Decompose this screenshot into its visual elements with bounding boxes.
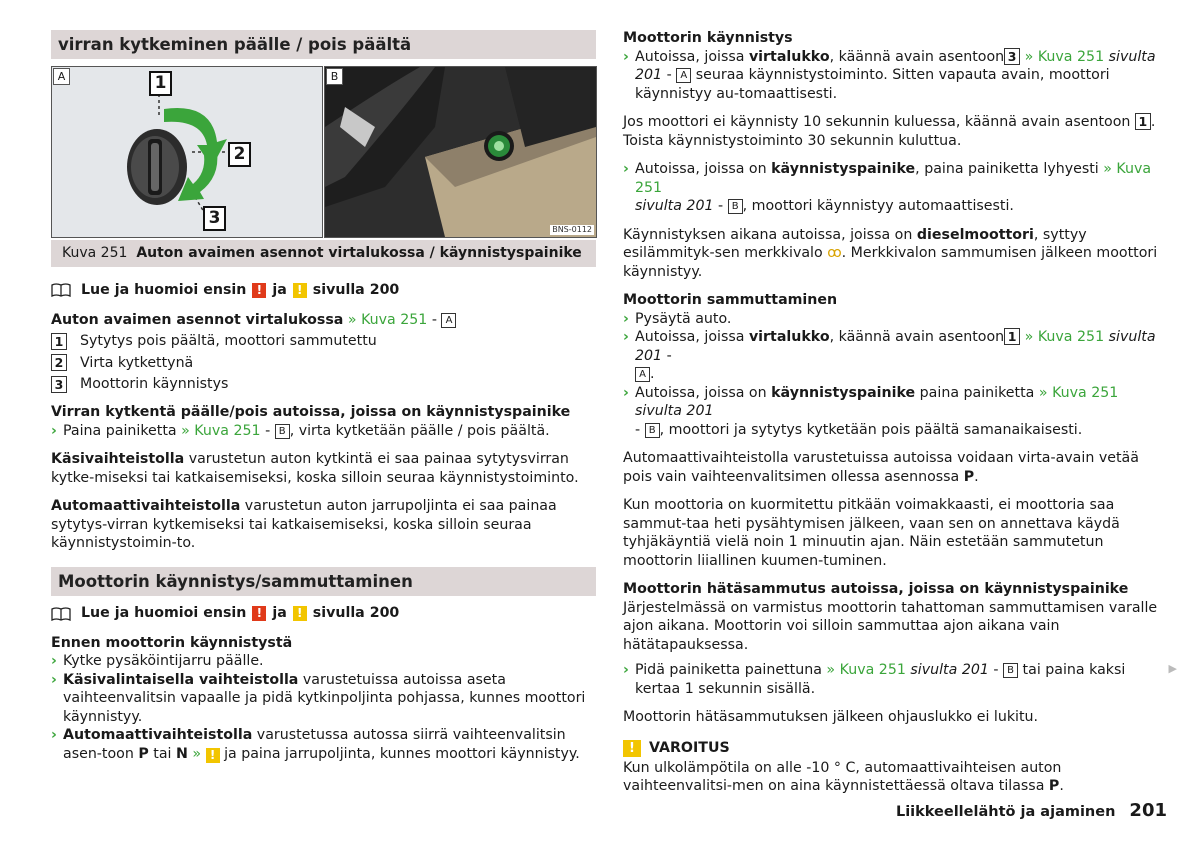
positions-list	[51, 331, 596, 396]
item-text: , käännä avain asentoon	[829, 329, 1005, 345]
button-section-title: Virran kytkentä päälle/pois autoissa, joissa on käynnistyspainike	[51, 404, 571, 420]
position-number: 3	[51, 376, 67, 393]
emergency-after-paragraph: Moottorin hätäsammutuksen jälkeen ohjauslukko ei lukitu.	[623, 709, 1039, 725]
position-text: Moottorin käynnistys	[80, 376, 229, 392]
read-first-line	[51, 603, 596, 625]
figure-reference-link[interactable]: » Kuva 251	[347, 312, 428, 328]
diesel-paragraph	[623, 226, 1168, 282]
read-first-and: ja	[272, 281, 287, 298]
paragraph-text: Käynnistyksen aikana autoissa, joissa on	[623, 226, 917, 243]
bold-term: käynnistyspainike	[771, 161, 916, 177]
auto-paragraph	[51, 497, 596, 553]
warning-yellow-icon: !	[293, 606, 307, 621]
list-item: › Kytke pysäköintijarru päälle.	[51, 653, 264, 669]
paragraph-text: Automaattivaihteistolla varustetuissa autoissa voidaan virta-avain vetää pois vain vaihteenvalitsimen ollessa asennossa	[623, 450, 1139, 485]
position-text: Sytytys pois päältä, moottori sammutettu	[80, 333, 377, 349]
item-text: , paina painiketta lyhyesti	[915, 161, 1104, 177]
page-reference: sivulta 201	[910, 662, 989, 678]
figure-part-box: A	[676, 68, 691, 83]
bold-term: Käsivaihteistolla	[51, 451, 185, 467]
figure-label-b: B	[326, 68, 343, 85]
callout-3: 3	[203, 206, 226, 231]
list-item: › Autoissa, joissa virtalukko, käännä avain asentoon 1 » Kuva 251 sivulta 201 - A .	[623, 329, 1156, 382]
item-text: seuraa käynnistystoiminto. Sitten vapauta avain, moottori käynnistyy au-tomaattisesti.	[635, 67, 1110, 102]
paragraph-text: .	[1059, 778, 1064, 794]
position-number: 2	[51, 354, 67, 371]
paragraph-text: . Merkkivalon sammumisen jälkeen moottori käynnistyy.	[623, 245, 1158, 280]
list-item: › Autoissa, joissa virtalukko, käännä avain asentoon 3 » Kuva 251 sivulta 201 - A seuraa käynnistystoiminto. Sitten vapauta avain, moottori käynnistyy au-tomaattisesti.	[623, 48, 1156, 102]
paragraph-text: varustetun auton kytkintä ei saa painaa sytytysvirran kytke-miseksi tai katkaisemiseksi, koska silloin seuraa käynnistystoiminto.	[51, 451, 579, 486]
item-text: Pidä painiketta painettuna	[635, 662, 827, 678]
item-text: Kytke pysäköintijarru päälle.	[63, 653, 264, 669]
position-number: 1	[1004, 328, 1020, 345]
position-number: 3	[1004, 48, 1020, 65]
gear-n: N	[175, 745, 188, 762]
item-text: , moottori käynnistyy automaattisesti.	[742, 198, 1014, 214]
item-text: paina painiketta	[915, 384, 1039, 401]
list-item: › Automaattivaihteistolla varustetussa autossa siirrä vaihteenvalitsin asen-toon P tai N » ! ja paina jarrupoljinta, kunnes moottori käynnistyy.	[51, 727, 580, 762]
warning-red-icon: !	[252, 606, 266, 621]
item-text: varustetussa autossa siirrä vaihteenvalitsin asen-toon	[63, 727, 566, 762]
emergency-title: Moottorin hätäsammutus autoissa, joissa on käynnistyspainike	[623, 581, 1129, 597]
bold-term: käynnistyspainike	[771, 384, 916, 401]
dash: -	[988, 662, 1004, 678]
gear-p: P	[963, 468, 975, 485]
page-reference: sivulta 201	[635, 48, 1156, 83]
figure-reference-link[interactable]: » Kuva 251	[1038, 384, 1119, 401]
bold-term: Automaattivaihteistolla	[51, 498, 241, 514]
list-item: › Autoissa, joissa on käynnistyspainike, paina painiketta lyhyesti » Kuva 251 sivulta 201 - B , moottori käynnistyy automaattisesti.	[623, 161, 1152, 214]
item-text: varustetuissa autoissa aseta vaihteenvalitsin vapaalle ja pidä kytkinpoljinta pohjassa, kunnes moottori käynnistyy.	[63, 671, 586, 725]
warning-paragraph	[623, 759, 1168, 796]
item-text: Autoissa, joissa	[635, 48, 749, 65]
page-footer	[896, 802, 1167, 822]
positions-title	[51, 311, 596, 330]
figure-part-box: A	[441, 313, 456, 328]
position-text: Virta kytkettynä	[80, 354, 194, 371]
bold-term: Käsivalintaisella vaihteistolla	[63, 671, 299, 688]
page-reference: sivulta 201	[635, 198, 714, 214]
footer-section-title: Liikkeellelähtö ja ajaminen	[895, 804, 1116, 820]
list-item: › Käsivalintaisella vaihteistolla varustetuissa autoissa aseta vaihteenvalitsin vapaalle ja pidä kytkinpoljinta pohjassa, kunnes moottori käynnistyy.	[51, 671, 586, 725]
dash: -	[713, 198, 728, 214]
bold-term: Automaattivaihteistolla	[63, 727, 253, 743]
read-first-and: ja	[272, 605, 287, 622]
item-text: Pysäytä auto.	[635, 310, 732, 327]
item-text: , virta kytketään päälle / pois päältä.	[289, 422, 550, 439]
figure-reference-link[interactable]: » Kuva 251	[826, 662, 911, 678]
left-column	[51, 30, 596, 763]
figure-label-a: A	[53, 68, 70, 85]
paragraph-text: , syttyy esilämmityk-sen merkkivalo	[623, 226, 1087, 261]
read-first-page: sivulla 200	[312, 605, 400, 622]
caption-prefix: Kuva 251	[62, 245, 128, 261]
dash: -	[260, 422, 275, 439]
item-text: ja paina jarrupoljinta, kunnes moottori käynnistyy.	[219, 745, 580, 762]
figure-part-box: B	[645, 423, 660, 438]
figure-caption	[51, 240, 596, 267]
bold-term: virtalukko	[748, 329, 830, 345]
paragraph-text: Jos moottori ei käynnisty 10 sekunnin kuluessa, käännä avain asentoon	[623, 114, 1135, 130]
paragraph-text: .	[974, 468, 979, 485]
list-item: › Pysäytä auto.	[623, 310, 732, 327]
figure-code: BNS-0112	[552, 225, 592, 234]
bold-term: dieselmoottori	[916, 226, 1034, 243]
figure-reference-link[interactable]: » Kuva 251	[181, 422, 261, 439]
right-column	[623, 29, 1168, 796]
list-item: › Paina painiketta » Kuva 251 - B , virta kytketään päälle / pois päältä.	[51, 422, 550, 439]
dashboard-illustration	[325, 67, 596, 237]
read-first-text: Lue ja huomioi ensin	[81, 605, 247, 622]
paragraph-text: . Toista käynnistystoiminto 30 sekunnin kuluttua.	[623, 114, 1156, 149]
figure-part-box: B	[728, 199, 743, 214]
figure-part-box: B	[275, 424, 290, 439]
list-item: › Pidä painiketta painettuna » Kuva 251 sivulta 201 - B tai paina kaksi kertaa 1 sekunnin sisällä.	[623, 662, 1126, 697]
position-number: 1	[51, 333, 67, 350]
position-number: 1	[1135, 113, 1151, 130]
item-text: Paina painiketta	[63, 422, 182, 439]
figure-start-button	[324, 66, 597, 238]
auto-key-paragraph	[623, 449, 1168, 486]
figure-reference-link[interactable]: » Kuva 251	[1020, 329, 1109, 345]
item-text: , käännä avain asentoon	[829, 48, 1005, 65]
warning-red-icon: !	[252, 283, 266, 298]
read-first-line	[51, 279, 596, 301]
figure-251	[51, 66, 596, 238]
page-reference: sivulta 201	[635, 403, 714, 419]
list-item: › Autoissa, joissa on käynnistyspainike paina painiketta » Kuva 251 sivulta 201 - B , moottori ja sytytys kytketään pois päältä samanaikaisesti.	[623, 384, 1119, 438]
item-text: .	[650, 366, 655, 382]
start-title: Moottorin käynnistys	[623, 30, 793, 46]
reference-link[interactable]: »	[187, 745, 206, 762]
stop-title: Moottorin sammuttaminen	[623, 292, 838, 308]
warning-heading	[623, 739, 1168, 759]
warning-yellow-icon: !	[206, 748, 220, 763]
figure-part-box: A	[635, 367, 650, 382]
item-text: tai paina kaksi kertaa 1 sekunnin sisällä.	[635, 662, 1126, 697]
callout-1: 1	[149, 71, 172, 96]
book-icon	[51, 607, 71, 621]
section-heading: Moottorin käynnistys/sammuttaminen	[51, 567, 596, 596]
dash: -	[635, 421, 645, 438]
item-text: Autoissa, joissa on	[635, 161, 772, 177]
start-note	[623, 113, 1168, 150]
gear-p: P	[138, 745, 149, 762]
section-heading: virran kytkeminen päälle / pois päältä	[51, 30, 596, 59]
list-item	[51, 352, 596, 374]
page-reference: sivulta 201	[635, 329, 1156, 364]
bold-term: virtalukko	[748, 48, 830, 65]
figure-reference-link[interactable]: » Kuva 251	[1020, 48, 1109, 65]
paragraph-text: varustetun auton jarrupoljinta ei saa painaa sytytys-virran kytkemiseksi tai katkaisemiseksi, koska silloin seuraa käynnistystoimin-to.	[51, 498, 557, 551]
page-number: 201	[1129, 800, 1167, 821]
warning-icon: !	[623, 740, 641, 757]
warning-title: VAROITUS	[649, 740, 730, 757]
dash: -	[662, 347, 672, 364]
caption-text: Auton avaimen asennot virtalukossa / käynnistyspainike	[136, 245, 582, 261]
read-first-page: sivulla 200	[312, 281, 400, 298]
item-text: Autoissa, joissa	[635, 329, 749, 345]
gear-p: P	[1048, 778, 1060, 794]
item-text: Autoissa, joissa on	[635, 384, 772, 401]
next-page-arrow-icon: ▶	[1168, 662, 1177, 675]
ignition-lock-illustration	[52, 67, 322, 237]
figure-key-positions	[51, 66, 323, 238]
item-text: , moottori ja sytytys kytketään pois päältä samanaikaisesti.	[659, 421, 1083, 438]
positions-title-text: Auton avaimen asennot virtalukossa	[51, 312, 344, 328]
emergency-paragraph: Järjestelmässä on varmistus moottorin tahattoman sammuttamisen varalle ajon aikana. Moottorin voi silloin sammuttaa ajon aikana vain hätätapauksessa.	[623, 599, 1158, 653]
figure-reference-link[interactable]: » Kuva 251	[635, 161, 1152, 196]
glow-plug-icon: ꝏ	[827, 245, 842, 261]
manual-paragraph	[51, 450, 596, 487]
before-start-title: Ennen moottorin käynnistystä	[51, 634, 293, 651]
dash: -	[662, 67, 677, 83]
warning-yellow-icon: !	[293, 283, 307, 298]
list-item	[51, 374, 596, 396]
callout-2: 2	[228, 142, 251, 167]
paragraph-text: Kun ulkolämpötila on alle -10 ° C, automaattivaihteisen auton vaihteenvalitsi-men on aina käynnistettäessä oltava tilassa	[623, 759, 1062, 794]
item-text: tai	[148, 745, 176, 762]
list-item	[51, 331, 596, 353]
load-paragraph: Kun moottoria on kuormitettu pitkään voimakkaasti, ei moottoria saa sammut-taa heti pysähtymisen jälkeen, vaan sen on annettava käydä tyhjäkäyntiä vielä noin 1 minuutin ajan. Näin estetään sammutetun moottorin liiallinen kuumen-tuminen.	[623, 497, 1120, 569]
book-icon	[51, 283, 71, 297]
figure-part-box: B	[1003, 663, 1018, 678]
read-first-text: Lue ja huomioi ensin	[81, 281, 247, 298]
dash: -	[427, 312, 442, 328]
